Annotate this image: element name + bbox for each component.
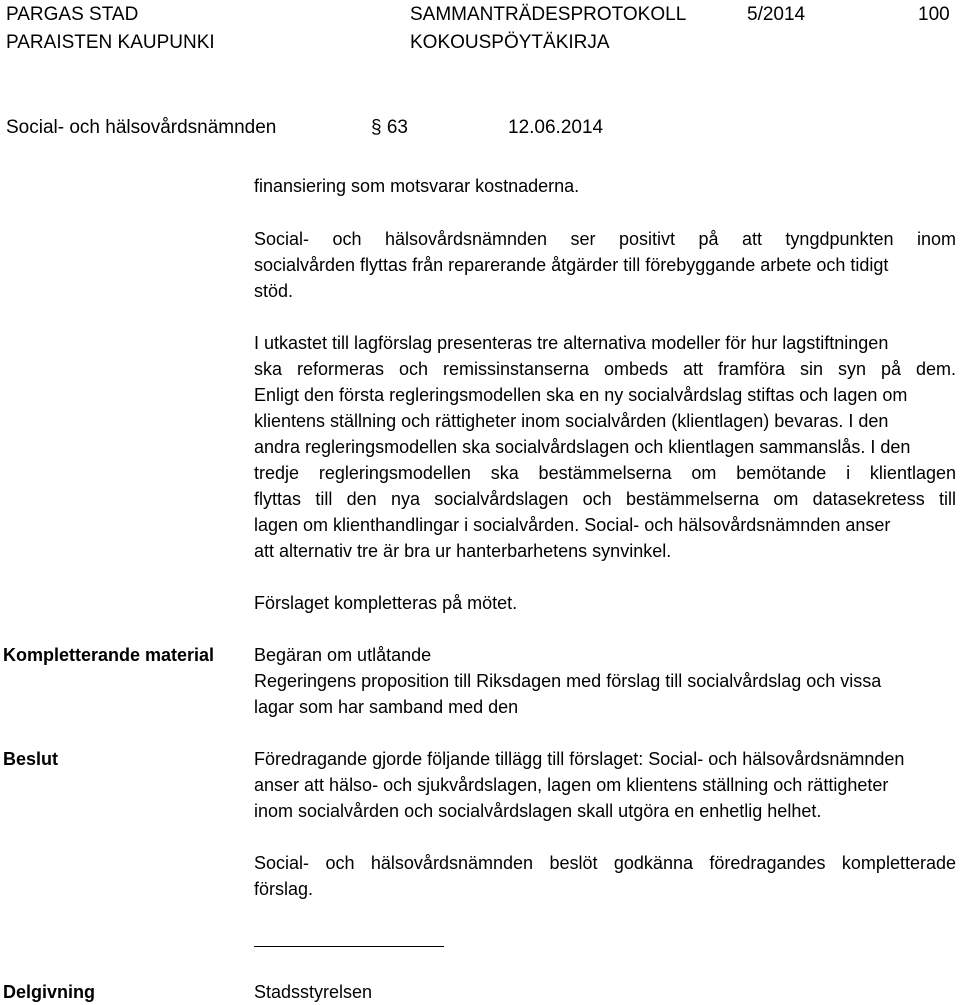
text-line: anser att hälso- och sjukvårdslagen, lagen om klientens ställning och rättigheter	[254, 775, 889, 795]
text-line: lagen om klienthandlingar i socialvården. Social- och hälsovårdsnämnden anser	[254, 515, 891, 535]
doc-type-finnish: KOKOUSPÖYTÄKIRJA	[410, 32, 610, 53]
protocol-number: 5/2014	[747, 4, 806, 25]
text-line: Social- och hälsovårdsnämnden ser positivt på att tyngdpunkten inom	[254, 229, 956, 249]
supplementary-label: Kompletterande material	[3, 645, 215, 665]
text-line: stöd.	[254, 281, 294, 301]
separator-line	[254, 946, 444, 947]
text-line: Social- och hälsovårdsnämnden beslöt godkänna föredragandes kompletterade	[254, 853, 956, 873]
text-line: att alternativ tre är bra ur hanterbarhetens synvinkel.	[254, 541, 672, 561]
delivery-label: Delgivning	[3, 982, 96, 1002]
meeting-body: Social- och hälsovårdsnämnden	[6, 117, 277, 138]
text-line: Regeringens proposition till Riksdagen med förslag till socialvårdslag och vissa	[254, 671, 882, 691]
supplementary-content	[254, 642, 956, 720]
decision-paragraph-2	[254, 850, 956, 902]
meeting-section: § 63	[371, 117, 408, 138]
main-paragraph-4	[254, 590, 956, 616]
text-line: socialvården flyttas från reparerande åtgärder till förebyggande arbete och tidigt	[254, 255, 889, 275]
decision-label: Beslut	[3, 749, 59, 769]
doc-type-swedish: SAMMANTRÄDESPROTOKOLL	[410, 4, 687, 25]
text-line: klientens ställning och rättigheter inom socialvården (klientlagen) bevaras. I den	[254, 411, 889, 431]
main-paragraph-2	[254, 226, 956, 304]
text-line: förslag.	[254, 879, 314, 899]
text-line: inom socialvården och socialvårdslagen skall utgöra en enhetlig helhet.	[254, 801, 822, 821]
main-paragraph-1	[254, 173, 956, 199]
page-number: 100	[918, 4, 950, 25]
text-line: andra regleringsmodellen ska socialvårdslagen och klientlagen sammanslås. I den	[254, 437, 911, 457]
text-line: finansiering som motsvarar kostnaderna.	[254, 176, 580, 196]
text-line: Föredragande gjorde följande tillägg till förslaget: Social- och hälsovårdsnämnden	[254, 749, 905, 769]
delivery-recipient	[254, 979, 956, 1005]
text-line: I utkastet till lagförslag presenteras tre alternativa modeller för hur lagstiftningen	[254, 333, 889, 353]
text-line: flyttas till den nya socialvårdslagen och bestämmelserna om datasekretess till	[254, 489, 956, 509]
text-line: Stadsstyrelsen	[254, 982, 373, 1002]
text-line: lagar som har samband med den	[254, 697, 519, 717]
text-line: Förslaget kompletteras på mötet.	[254, 593, 518, 613]
text-line: Enligt den första regleringsmodellen ska en ny socialvårdslag stiftas och lagen om	[254, 385, 908, 405]
main-paragraph-3	[254, 330, 956, 564]
org-name-finnish: PARAISTEN KAUPUNKI	[6, 32, 215, 53]
text-line: tredje regleringsmodellen ska bestämmelserna om bemötande i klientlagen	[254, 463, 956, 483]
decision-paragraph-1	[254, 746, 956, 824]
meeting-date: 12.06.2014	[508, 117, 604, 138]
text-line: Begäran om utlåtande	[254, 645, 432, 665]
text-line: ska reformeras och remissinstanserna ombeds att framföra sin syn på dem.	[254, 359, 956, 379]
org-name-swedish: PARGAS STAD	[6, 4, 139, 25]
